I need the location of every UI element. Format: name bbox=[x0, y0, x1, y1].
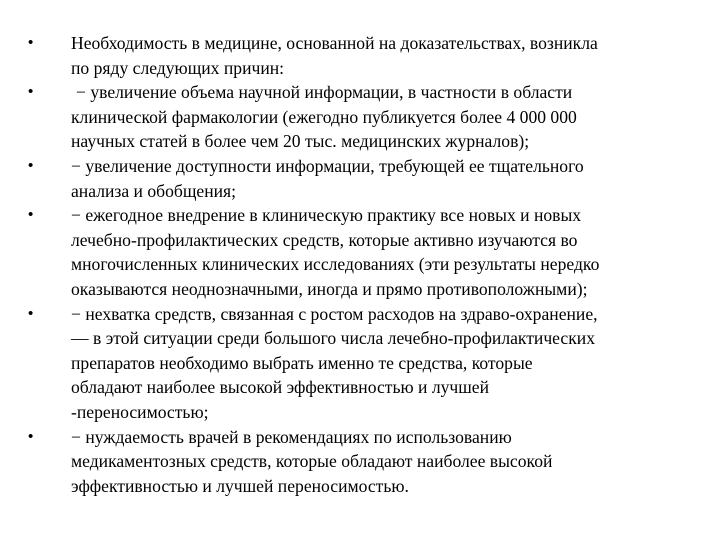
bullet-item-5 bbox=[28, 302, 698, 425]
text-line: − нуждаемость врачей в рекомендациях по использованию bbox=[71, 426, 512, 447]
bullet-text bbox=[71, 302, 698, 425]
text-line: эффективностью и лучшей переносимостью. bbox=[71, 475, 409, 496]
bullet-icon: • bbox=[28, 156, 34, 174]
bullet-icon: • bbox=[28, 34, 34, 51]
bullet-text bbox=[71, 154, 698, 203]
text-line: − ежегодное внедрение в клиническую практику все новых и новых bbox=[71, 205, 582, 226]
text-line: -переносимостью; bbox=[71, 401, 209, 422]
text-line: научных статей в более чем 20 тыс. медицинских журналов); bbox=[71, 131, 530, 152]
text-line: — в этой ситуации среди большого числа лечебно-профилактических bbox=[71, 328, 595, 349]
bullet-text bbox=[71, 203, 698, 301]
text-line: клинической фармакологии (ежегодно публикуется более 4 000 000 bbox=[71, 106, 577, 127]
text-line: оказываются неоднозначными, иногда и прямо противоположными); bbox=[71, 278, 588, 299]
bullet-icon: • bbox=[28, 83, 34, 101]
text-line: лечебно-профилактических средств, которые активно изучаются во bbox=[71, 229, 578, 250]
text-line: Необходимость в медицине, основанной на доказательствах, возникла bbox=[71, 33, 598, 53]
text-line: обладают наиболее высокой эффективностью и лучшей bbox=[71, 377, 490, 398]
text-line: анализа и обобщения; bbox=[71, 180, 237, 201]
text-line: многочисленных клинических исследованиях (эти результаты нередко bbox=[71, 254, 600, 275]
text-line: − увеличение объема научной информации, в частности в области bbox=[76, 82, 573, 103]
bullet-icon: • bbox=[28, 427, 34, 445]
bullet-item-1 bbox=[28, 31, 698, 80]
bullet-item-2 bbox=[28, 80, 698, 154]
bullet-item-3 bbox=[28, 154, 698, 203]
text-line: медикаментозных средств, которые обладают наиболее высокой bbox=[71, 451, 553, 472]
bullet-icon: • bbox=[28, 206, 34, 224]
bullet-text bbox=[71, 31, 698, 80]
bullet-item-6 bbox=[28, 425, 698, 499]
bullet-item-4 bbox=[28, 203, 698, 301]
bullet-text bbox=[71, 425, 698, 499]
text-line: препаратов необходимо выбрать именно те средства, которые bbox=[71, 352, 533, 373]
bullet-text bbox=[71, 80, 698, 154]
bullet-icon: • bbox=[28, 304, 34, 322]
text-line: по ряду следующих причин: bbox=[71, 57, 285, 78]
bullet-list bbox=[28, 31, 698, 498]
text-line: − нехватка средств, связанная с ростом расходов на здраво-охранение, bbox=[71, 303, 598, 324]
text-line: − увеличение доступности информации, требующей ее тщательного bbox=[71, 155, 584, 176]
